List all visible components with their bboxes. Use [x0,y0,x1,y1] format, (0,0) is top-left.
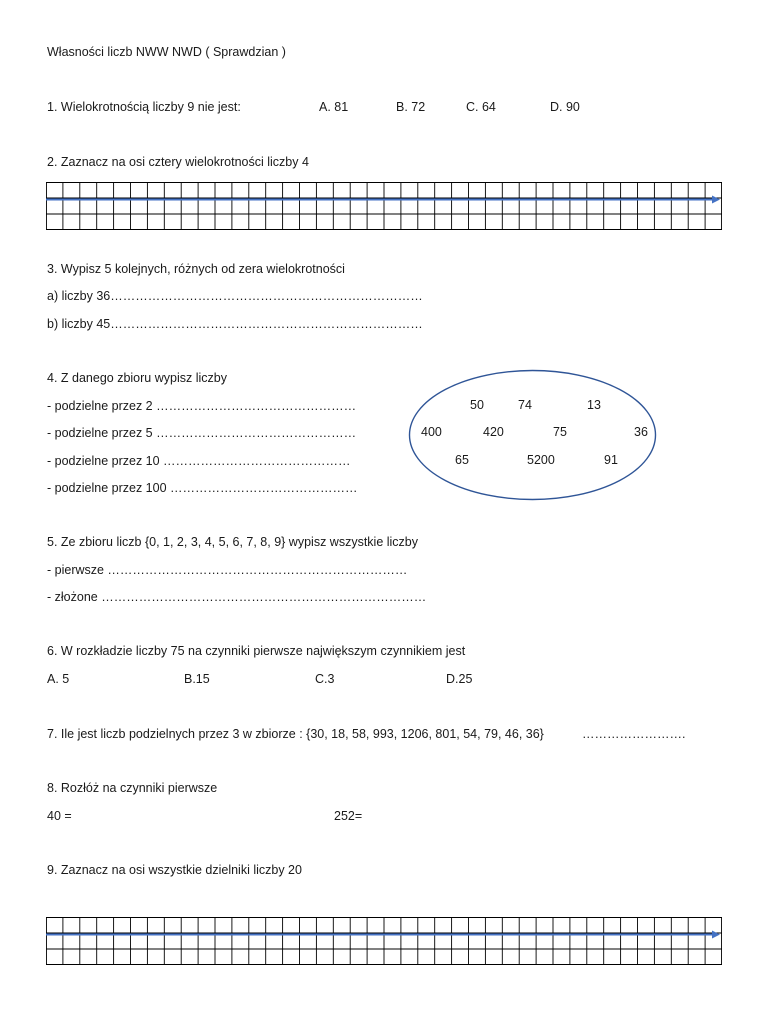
q4-item-div100: - podzielne przez 100 ……………………………………… [47,481,358,495]
set-number: 50 [470,398,484,412]
q6-option-a: A. 5 [47,672,70,686]
set-number: 13 [587,398,601,412]
q1-option-a: A. 81 [319,100,349,114]
set-number: 5200 [527,453,555,467]
q6-option-c: C.3 [315,672,335,686]
set-number: 65 [455,453,469,467]
q4-item-div2: - podzielne przez 2 ………………………………………… [47,399,357,413]
q5-question: 5. Ze zbioru liczb {0, 1, 2, 3, 4, 5, 6, 7, 8, 9} wypisz wszystkie liczby [47,535,418,549]
q8-left-factorization: 40 = [47,809,72,823]
set-number: 75 [553,425,567,439]
q3-question: 3. Wypisz 5 kolejnych, różnych od zera wielokrotności [47,262,345,276]
q4-question: 4. Z danego zbioru wypisz liczby [47,371,227,385]
q6-option-b: B.15 [184,672,210,686]
q7-question: 7. Ile jest liczb podzielnych przez 3 w zbiorze : {30, 18, 58, 993, 1206, 801, 54, 79, 46, 36} [47,727,544,741]
q1-option-d: D. 90 [550,100,580,114]
q1-option-b: B. 72 [396,100,426,114]
q8-right-factorization: 252= [334,809,363,823]
set-number: 91 [604,453,618,467]
q9-number-line-grid [46,917,722,965]
q1-option-c: C. 64 [466,100,496,114]
q7-answer-line: ……………………. [582,727,686,741]
q8-question: 8. Rozłóż na czynniki pierwsze [47,781,218,795]
q3-b-line: b) liczby 45………………………………………………………………… [47,317,423,331]
number-set-ellipse [408,369,657,501]
q5-prime-line: - pierwsze ……………………………………………………………… [47,563,408,577]
q3-a-line: a) liczby 36………………………………………………………………… [47,289,423,303]
q5-composite-line: - złożone …………………………………………………………………… [47,590,427,604]
set-number: 420 [483,425,504,439]
arrow-head-icon [712,196,720,204]
q9-question: 9. Zaznacz na osi wszystkie dzielniki liczby 20 [47,863,302,877]
page-title: Własności liczb NWW NWD ( Sprawdzian ) [47,45,286,59]
q6-question: 6. W rozkładzie liczby 75 na czynniki pierwsze największym czynnikiem jest [47,644,466,658]
q1-question: 1. Wielokrotnością liczby 9 nie jest: [47,100,241,114]
set-number: 400 [421,425,442,439]
set-number: 36 [634,425,648,439]
q4-item-div5: - podzielne przez 5 ………………………………………… [47,426,357,440]
q6-option-d: D.25 [446,672,473,686]
q4-item-div10: - podzielne przez 10 ……………………………………… [47,454,351,468]
set-number: 74 [518,398,532,412]
q2-question: 2. Zaznacz na osi cztery wielokrotności liczby 4 [47,155,309,169]
q2-number-line-grid [46,182,722,230]
arrow-head-icon [712,931,720,939]
